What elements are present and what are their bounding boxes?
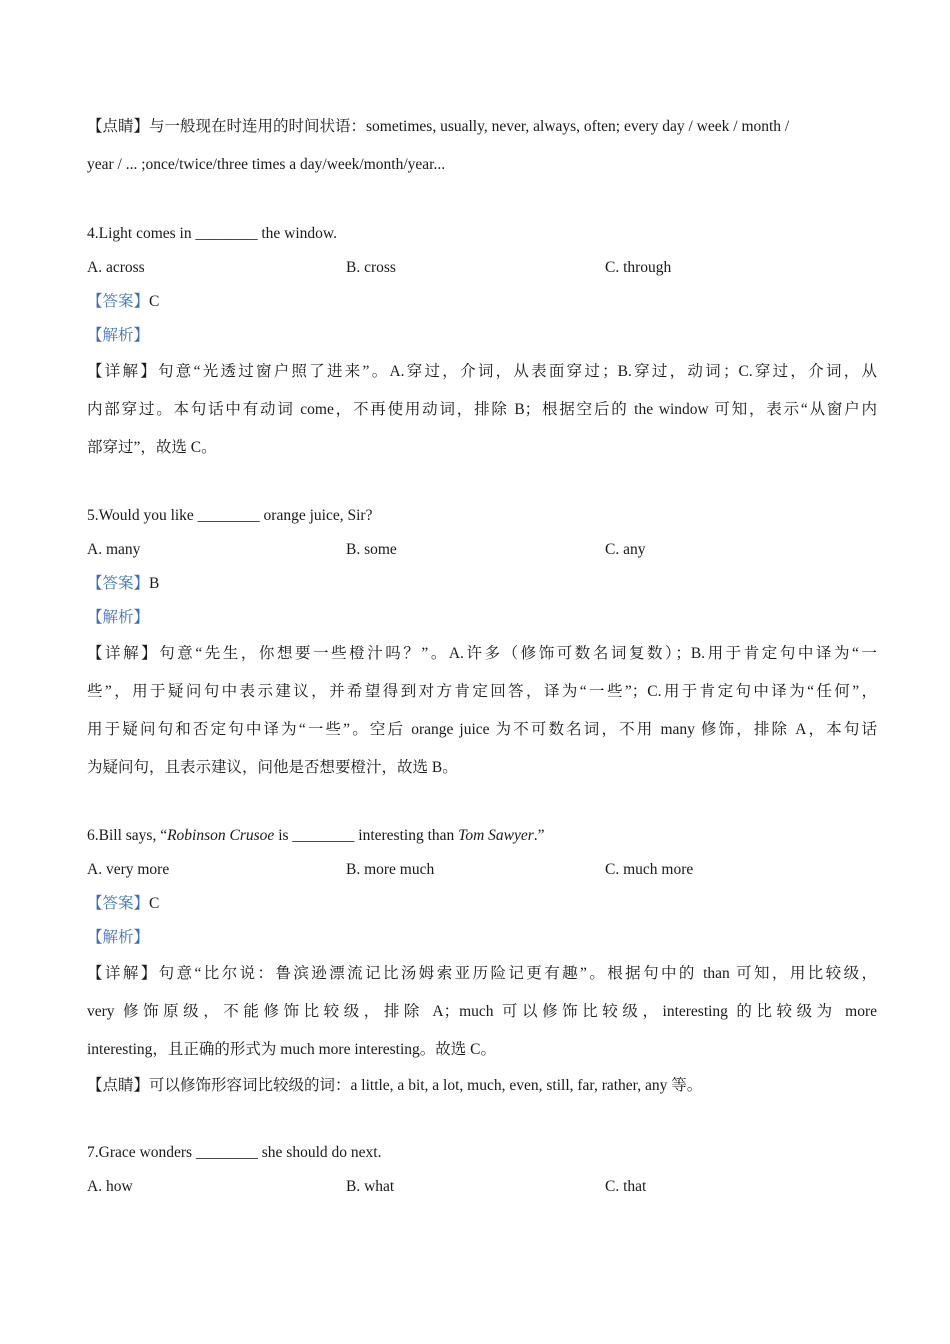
option-c: C. that (605, 1178, 647, 1195)
question-stem: 5.Would you like ________ orange juice, Sir? (87, 507, 373, 524)
option-b: B. more much (346, 861, 435, 878)
tip-line: 【点睛】可以修饰形容词比较级的词：a little, a bit, a lot, much, even, still, far, rather, any 等。 (87, 1077, 703, 1094)
question-7 (87, 1136, 877, 1204)
option-b: B. some (346, 541, 397, 558)
detail-line-4: 为疑问句，且表示建议，问他是否想要橙汁，故选 B。 (87, 759, 458, 776)
analysis-tag: 【解析】 (87, 609, 150, 626)
answer-line (87, 567, 877, 601)
question-5 (87, 499, 877, 787)
option-b: B. cross (346, 259, 396, 276)
detail-line-3: 部穿过”，故选 C。 (87, 439, 217, 456)
question-stem: 7.Grace wonders ________ she should do next. (87, 1144, 382, 1161)
question-stem: 4.Light comes in ________ the window. (87, 225, 337, 242)
question-6 (87, 819, 877, 1103)
detail-line-2: 内部穿过。本句话中有动词 come，不再使用动词，排除 B；根据空后的 the window 可知，表示“从窗户内 (87, 401, 877, 418)
detail-tag: 【详解】 (87, 645, 160, 662)
tip-tag: 【点睛】 (87, 1077, 150, 1094)
option-a: A. across (87, 259, 145, 276)
detail-line-2: 些”，用于疑问句中表示建议，并希望得到对方肯定回答，译为“一些”；C.用于肯定句中译为“任何”， (87, 683, 877, 700)
options (87, 1170, 877, 1204)
option-b: B. what (346, 1178, 395, 1195)
tip-tag: 【点睛】 (87, 118, 150, 135)
detail-line-1: 【详解】句意“先生，你想要一些橙汁吗？”。A.许多（修饰可数名词复数）；B.用于肯定句中译为“一 (87, 645, 877, 662)
option-a: A. very more (87, 861, 170, 878)
question-4 (87, 217, 877, 467)
answer-value: C (149, 293, 160, 310)
analysis-tag: 【解析】 (87, 327, 150, 344)
options (87, 853, 877, 887)
question-stem: 6.Bill says, “Robinson Crusoe is ________ interesting than Tom Sawyer.” (87, 827, 545, 844)
detail-line-1: 【详解】句意“比尔说：鲁滨逊漂流记比汤姆索亚历险记更有趣”。根据句中的 than 可知，用比较级， (87, 965, 877, 982)
options (87, 251, 877, 285)
answer-line (87, 285, 877, 319)
option-a: A. many (87, 541, 141, 558)
book-title: Robinson Crusoe (167, 827, 275, 844)
tip-top (87, 108, 877, 184)
option-c: C. through (605, 259, 672, 276)
detail-line-1: 【详解】句意“光透过窗户照了进来”。A.穿过，介词，从表面穿过；B.穿过，动词；C.穿过，介词，从 (87, 363, 877, 380)
detail-line-3: interesting，且正确的形式为 much more interesting。故选 C。 (87, 1041, 496, 1058)
answer-value: B (149, 575, 160, 592)
option-c: C. much more (605, 861, 694, 878)
analysis-tag: 【解析】 (87, 929, 150, 946)
detail-tag: 【详解】 (87, 965, 159, 982)
answer-tag: 【答案】 (87, 293, 150, 310)
tip-top-line1: 【点睛】与一般现在时连用的时间状语：sometimes, usually, never, always, often; every day / week / month / (87, 118, 790, 135)
options (87, 533, 877, 567)
detail-tag: 【详解】 (87, 363, 159, 380)
answer-value: C (149, 895, 160, 912)
option-c: C. any (605, 541, 646, 558)
answer-line (87, 887, 877, 921)
answer-tag: 【答案】 (87, 895, 150, 912)
option-a: A. how (87, 1178, 133, 1195)
detail-line-2: very 修饰原级，不能修饰比较级，排除 A；much 可以修饰比较级，interesting 的比较级为 more (87, 1003, 877, 1020)
detail-line-3: 用于疑问句和否定句中译为“一些”。空后 orange juice 为不可数名词，不用 many 修饰，排除 A，本句话 (87, 721, 877, 738)
tip-top-line2: year / ... ;once/twice/three times a day/week/month/year... (87, 156, 446, 173)
book-title: Tom Sawyer (458, 827, 534, 844)
answer-tag: 【答案】 (87, 575, 150, 592)
